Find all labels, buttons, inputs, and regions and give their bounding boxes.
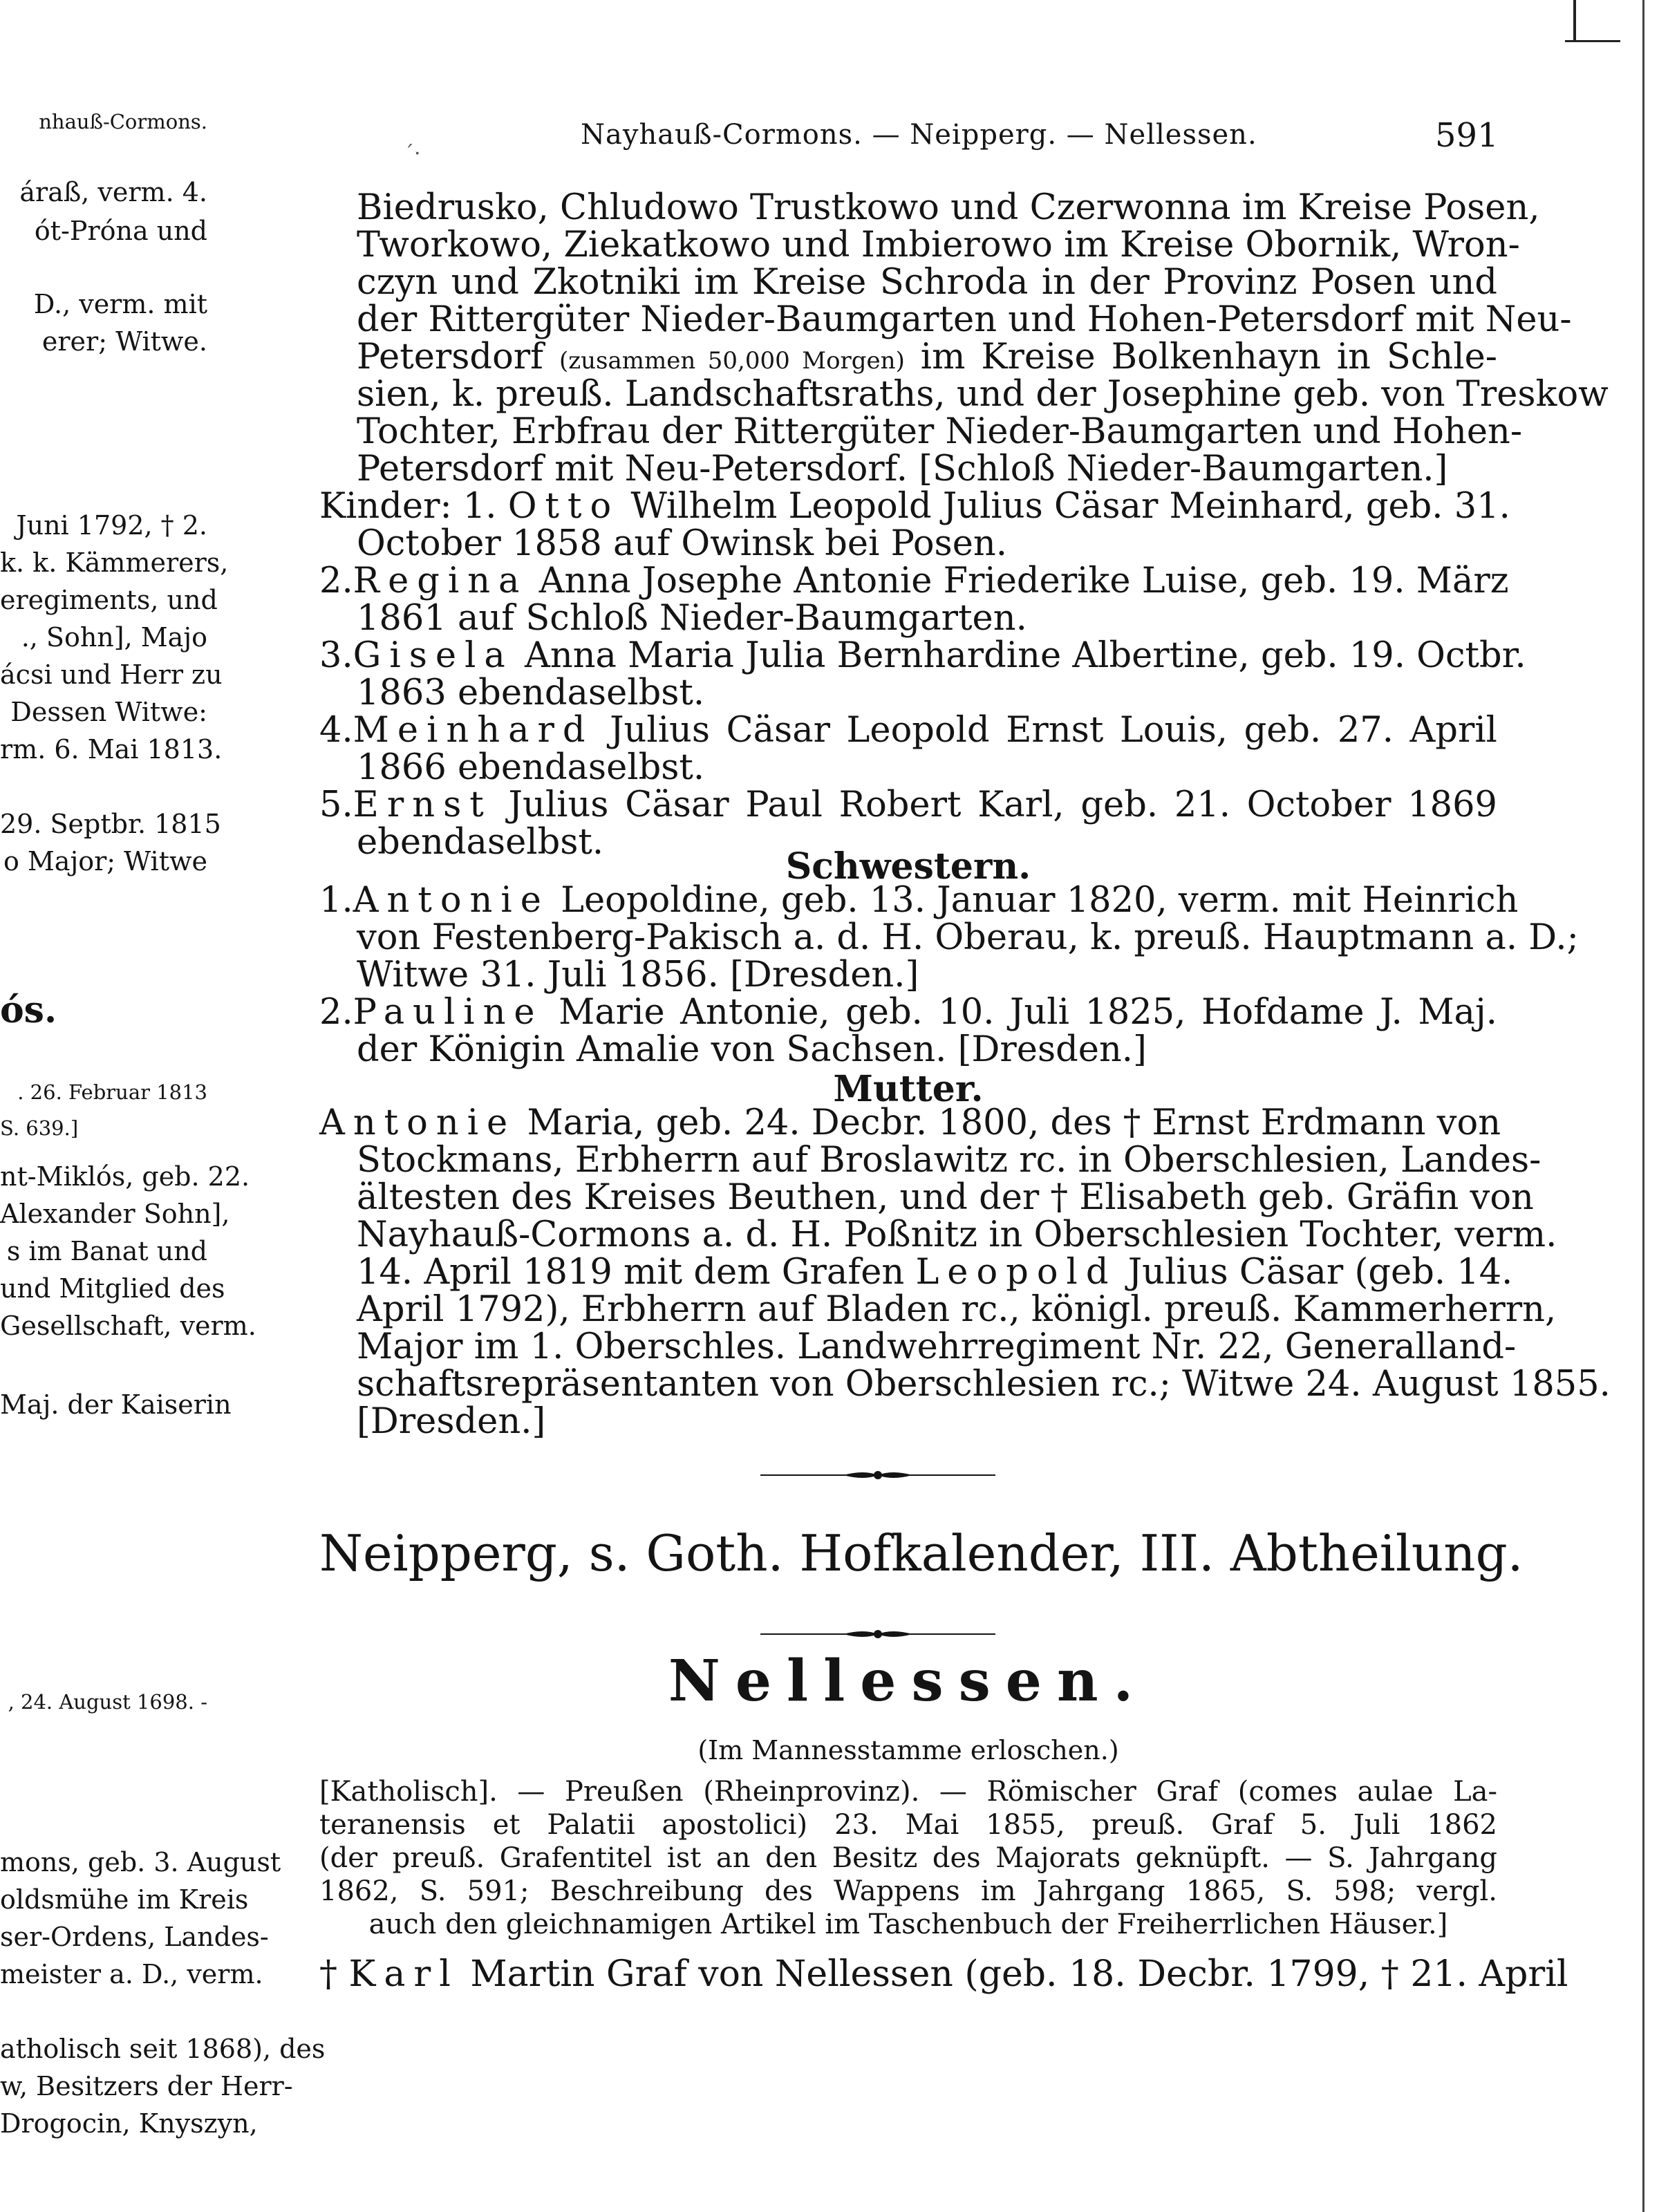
- facing-line: atholisch seit 1868), des: [0, 2034, 326, 2064]
- ink-speck: ´·: [404, 142, 421, 166]
- sister-text: Leopoldine, geb. 13. Januar 1820, verm. mit Heinrich: [561, 880, 1519, 921]
- child-entry-cont: October 1858 auf Owinsk bei Posen.: [357, 523, 1007, 564]
- child-name: Gisela: [353, 635, 514, 676]
- sister-name: Antonie: [353, 880, 550, 921]
- child-text: Julius Cäsar Paul Robert Karl, geb. 21. October 1869: [508, 785, 1497, 825]
- mother-heading: Mutter.: [833, 1068, 984, 1110]
- child-text: Anna Josephe Antonie Friederike Luise, geb. 19. März: [538, 561, 1509, 601]
- nellessen-line: [Katholisch]. — Preußen (Rheinprovinz). — Römischer Graf (comes aulae La-: [319, 1776, 1497, 1808]
- body-line: Biedrusko, Chludowo Trustkowo und Czerwonna im Kreise Posen,: [357, 187, 1540, 228]
- ornamental-rule: [760, 1468, 995, 1482]
- child-text: Julius Cäsar Leopold Ernst Louis, geb. 27. April: [610, 710, 1497, 751]
- children-label: Kinder: 1.: [319, 486, 497, 527]
- karl-text: Martin Graf von Nellessen (geb. 18. Decbr. 1799, † 21. April: [470, 1953, 1568, 1995]
- child-name: Meinhard: [353, 710, 594, 751]
- facing-line: oldsmühe im Kreis: [0, 1884, 249, 1915]
- facing-line: mons, geb. 3. August: [0, 1847, 281, 1877]
- sister-entry: [319, 994, 1497, 1031]
- child-entry: [319, 635, 1526, 676]
- mother-text: Julius Cäsar (geb. 14.: [1127, 1252, 1513, 1293]
- nellessen-line: 1862, S. 591; Beschreibung des Wappens im Jahrgang 1865, S. 598; vergl.: [319, 1875, 1497, 1907]
- facing-line: meister a. D., verm.: [0, 1959, 263, 1989]
- body-line: der Rittergüter Nieder-Baumgarten und Hohen-Petersdorf mit Neu-: [357, 299, 1572, 340]
- child-entry: [319, 712, 1497, 749]
- sister-entry-cont: der Königin Amalie von Sachsen. [Dresden.]: [357, 1029, 1147, 1070]
- nellessen-line: auch den gleichnamigen Artikel im Taschenbuch der Freiherrlichen Häuser.]: [368, 1909, 1448, 1940]
- child-num: 3.: [319, 635, 353, 676]
- facing-page-fragment: [0, 0, 326, 2212]
- page-edge: [1565, 40, 1620, 42]
- facing-line: w, Besitzers der Herr-: [0, 2071, 293, 2101]
- facing-line: ót-Próna und: [34, 216, 207, 246]
- child-entry-cont: 1861 auf Schloß Nieder-Baumgarten.: [357, 598, 1027, 639]
- nellessen-subtitle: (Im Mannesstamme erloschen.): [697, 1735, 1119, 1765]
- body-line: Tworkowo, Ziekatkowo und Imbierowo im Kreise Obornik, Wron-: [357, 225, 1520, 265]
- child-entry: [319, 486, 1510, 527]
- facing-line: nt-Miklós, geb. 22.: [0, 1161, 250, 1192]
- mother-entry-cont: ältesten des Kreises Beuthen, und der † Elisabeth geb. Gräfin von: [357, 1177, 1534, 1218]
- facing-line: erer; Witwe.: [41, 326, 207, 357]
- facing-line: eregiments, und: [0, 585, 218, 615]
- facing-line: nhauß-Cormons.: [39, 110, 207, 133]
- facing-line: Drogocin, Knyszyn,: [0, 2108, 258, 2139]
- child-name: Regina: [353, 561, 528, 601]
- nellessen-line: teranensis et Palatii apostolici) 23. Mai 1855, preuß. Graf 5. Juli 1862: [319, 1809, 1497, 1841]
- sister-entry-cont: Witwe 31. Juli 1856. [Dresden.]: [357, 955, 919, 995]
- facing-line: ., Sohn], Majo: [21, 622, 207, 653]
- body-line: sien, k. preuß. Landschaftsraths, und der Josephine geb. von Treskow: [357, 374, 1609, 415]
- facing-line: áraß, verm. 4.: [19, 177, 207, 207]
- body-line: Tochter, Erbfrau der Rittergüter Nieder-Baumgarten und Hohen-: [357, 411, 1523, 452]
- mother-text: 14. April 1819 mit dem Grafen: [357, 1252, 905, 1293]
- mother-entry-cont: [357, 1252, 1513, 1293]
- facing-heading: ós.: [0, 989, 57, 1031]
- nellessen-line: (der preuß. Grafentitel ist an den Besitz des Majorats geknüpft. — S. Jahrgang: [319, 1842, 1497, 1874]
- facing-line: ácsi und Herr zu: [0, 659, 223, 690]
- mother-entry-cont: Nayhauß-Cormons a. d. H. Poßnitz in Oberschlesien Tochter, verm.: [357, 1215, 1557, 1255]
- facing-line: D., verm. mit: [33, 289, 207, 319]
- mother-entry-cont: Stockmans, Erbherrn auf Broslawitz rc. in Oberschlesien, Landes-: [357, 1140, 1541, 1181]
- facing-line: s im Banat und: [6, 1236, 207, 1266]
- mother-entry-cont: [Dresden.]: [357, 1401, 546, 1442]
- body-line: Petersdorf mit Neu-Petersdorf. [Schloß Nieder-Baumgarten.]: [357, 449, 1448, 489]
- child-num: 4.: [319, 710, 353, 751]
- husband-name: Leopold: [915, 1252, 1117, 1293]
- sister-num: 2.: [319, 992, 353, 1033]
- mother-entry-cont: Major im 1. Oberschles. Landwehrregiment Nr. 22, Generalland-: [357, 1327, 1517, 1367]
- facing-line: Gesellschaft, verm.: [0, 1311, 256, 1341]
- child-num: 5.: [319, 785, 353, 825]
- child-text: Anna Maria Julia Bernhardine Albertine, geb. 19. Octbr.: [525, 635, 1526, 676]
- facing-line: Alexander Sohn],: [0, 1199, 230, 1229]
- page-edge: [1642, 0, 1644, 2212]
- body-line: czyn und Zkotniki im Kreise Schroda in der Provinz Posen und: [357, 262, 1497, 303]
- neipperg-title: Neipperg, s. Goth. Hofkalender, III. Abtheilung.: [319, 1524, 1524, 1582]
- ornamental-rule: [760, 1627, 995, 1641]
- child-num: 2.: [319, 561, 353, 601]
- facing-line: k. k. Kämmerers,: [0, 547, 229, 578]
- nellessen-title: Nellessen.: [668, 1648, 1149, 1714]
- facing-line: S. 639.]: [0, 1116, 79, 1140]
- sister-entry: [319, 880, 1519, 921]
- facing-line: rm. 6. Mai 1813.: [0, 734, 223, 765]
- facing-line: ser-Ordens, Landes-: [0, 1922, 269, 1952]
- child-entry: [319, 787, 1497, 824]
- facing-line: Maj. der Kaiserin: [0, 1389, 232, 1420]
- running-head: Nayhauß-Cormons. — Neipperg. — Nellessen.: [581, 119, 1257, 151]
- body-text: im Kreise Bolkenhayn in Schle-: [920, 337, 1497, 377]
- karl-name: Karl: [348, 1953, 459, 1995]
- mother-entry-cont: April 1792), Erbherrn auf Bladen rc., königl. preuß. Kammerherrn,: [357, 1289, 1557, 1330]
- child-entry-cont: ebendaselbst.: [357, 822, 604, 863]
- child-name: Ernst: [353, 785, 492, 825]
- body-note: (zusammen 50,000 Morgen): [559, 347, 905, 375]
- facing-line: o Major; Witwe: [3, 846, 207, 877]
- facing-line: , 24. August 1698. -: [8, 1690, 207, 1714]
- mother-name: Antonie: [319, 1103, 516, 1143]
- child-entry-cont: 1863 ebendaselbst.: [357, 673, 705, 713]
- child-name: Otto: [507, 486, 620, 527]
- sister-entry-cont: von Festenberg-Pakisch a. d. H. Oberau, k. preuß. Hauptmann a. D.;: [357, 917, 1579, 958]
- facing-line: Juni 1792, † 2.: [16, 510, 207, 541]
- facing-line: . 26. Februar 1813: [17, 1080, 207, 1104]
- facing-line: und Mitglied des: [0, 1273, 225, 1304]
- page-number: 591: [1435, 116, 1499, 155]
- child-entry: [319, 561, 1509, 601]
- dagger: †: [319, 1953, 337, 1995]
- facing-line: 29. Septbr. 1815: [0, 809, 221, 839]
- mother-text: Maria, geb. 24. Decbr. 1800, des † Ernst Erdmann von: [527, 1103, 1501, 1143]
- sister-text: Marie Antonie, geb. 10. Juli 1825, Hofdame J. Maj.: [559, 992, 1497, 1033]
- page-edge: [1573, 0, 1576, 41]
- mother-entry: [319, 1103, 1501, 1143]
- body-text: Petersdorf: [357, 337, 544, 377]
- karl-entry: [319, 1953, 1568, 1995]
- mother-entry-cont: schaftsrepräsentanten von Oberschlesien rc.; Witwe 24. August 1855.: [357, 1364, 1611, 1405]
- child-text: Wilhelm Leopold Julius Cäsar Meinhard, geb. 31.: [630, 486, 1510, 527]
- sister-name: Pauline: [353, 992, 543, 1033]
- sisters-heading: Schwestern.: [785, 845, 1031, 888]
- sister-num: 1.: [319, 880, 353, 921]
- facing-line: Dessen Witwe:: [10, 697, 207, 727]
- child-entry-cont: 1866 ebendaselbst.: [357, 747, 705, 788]
